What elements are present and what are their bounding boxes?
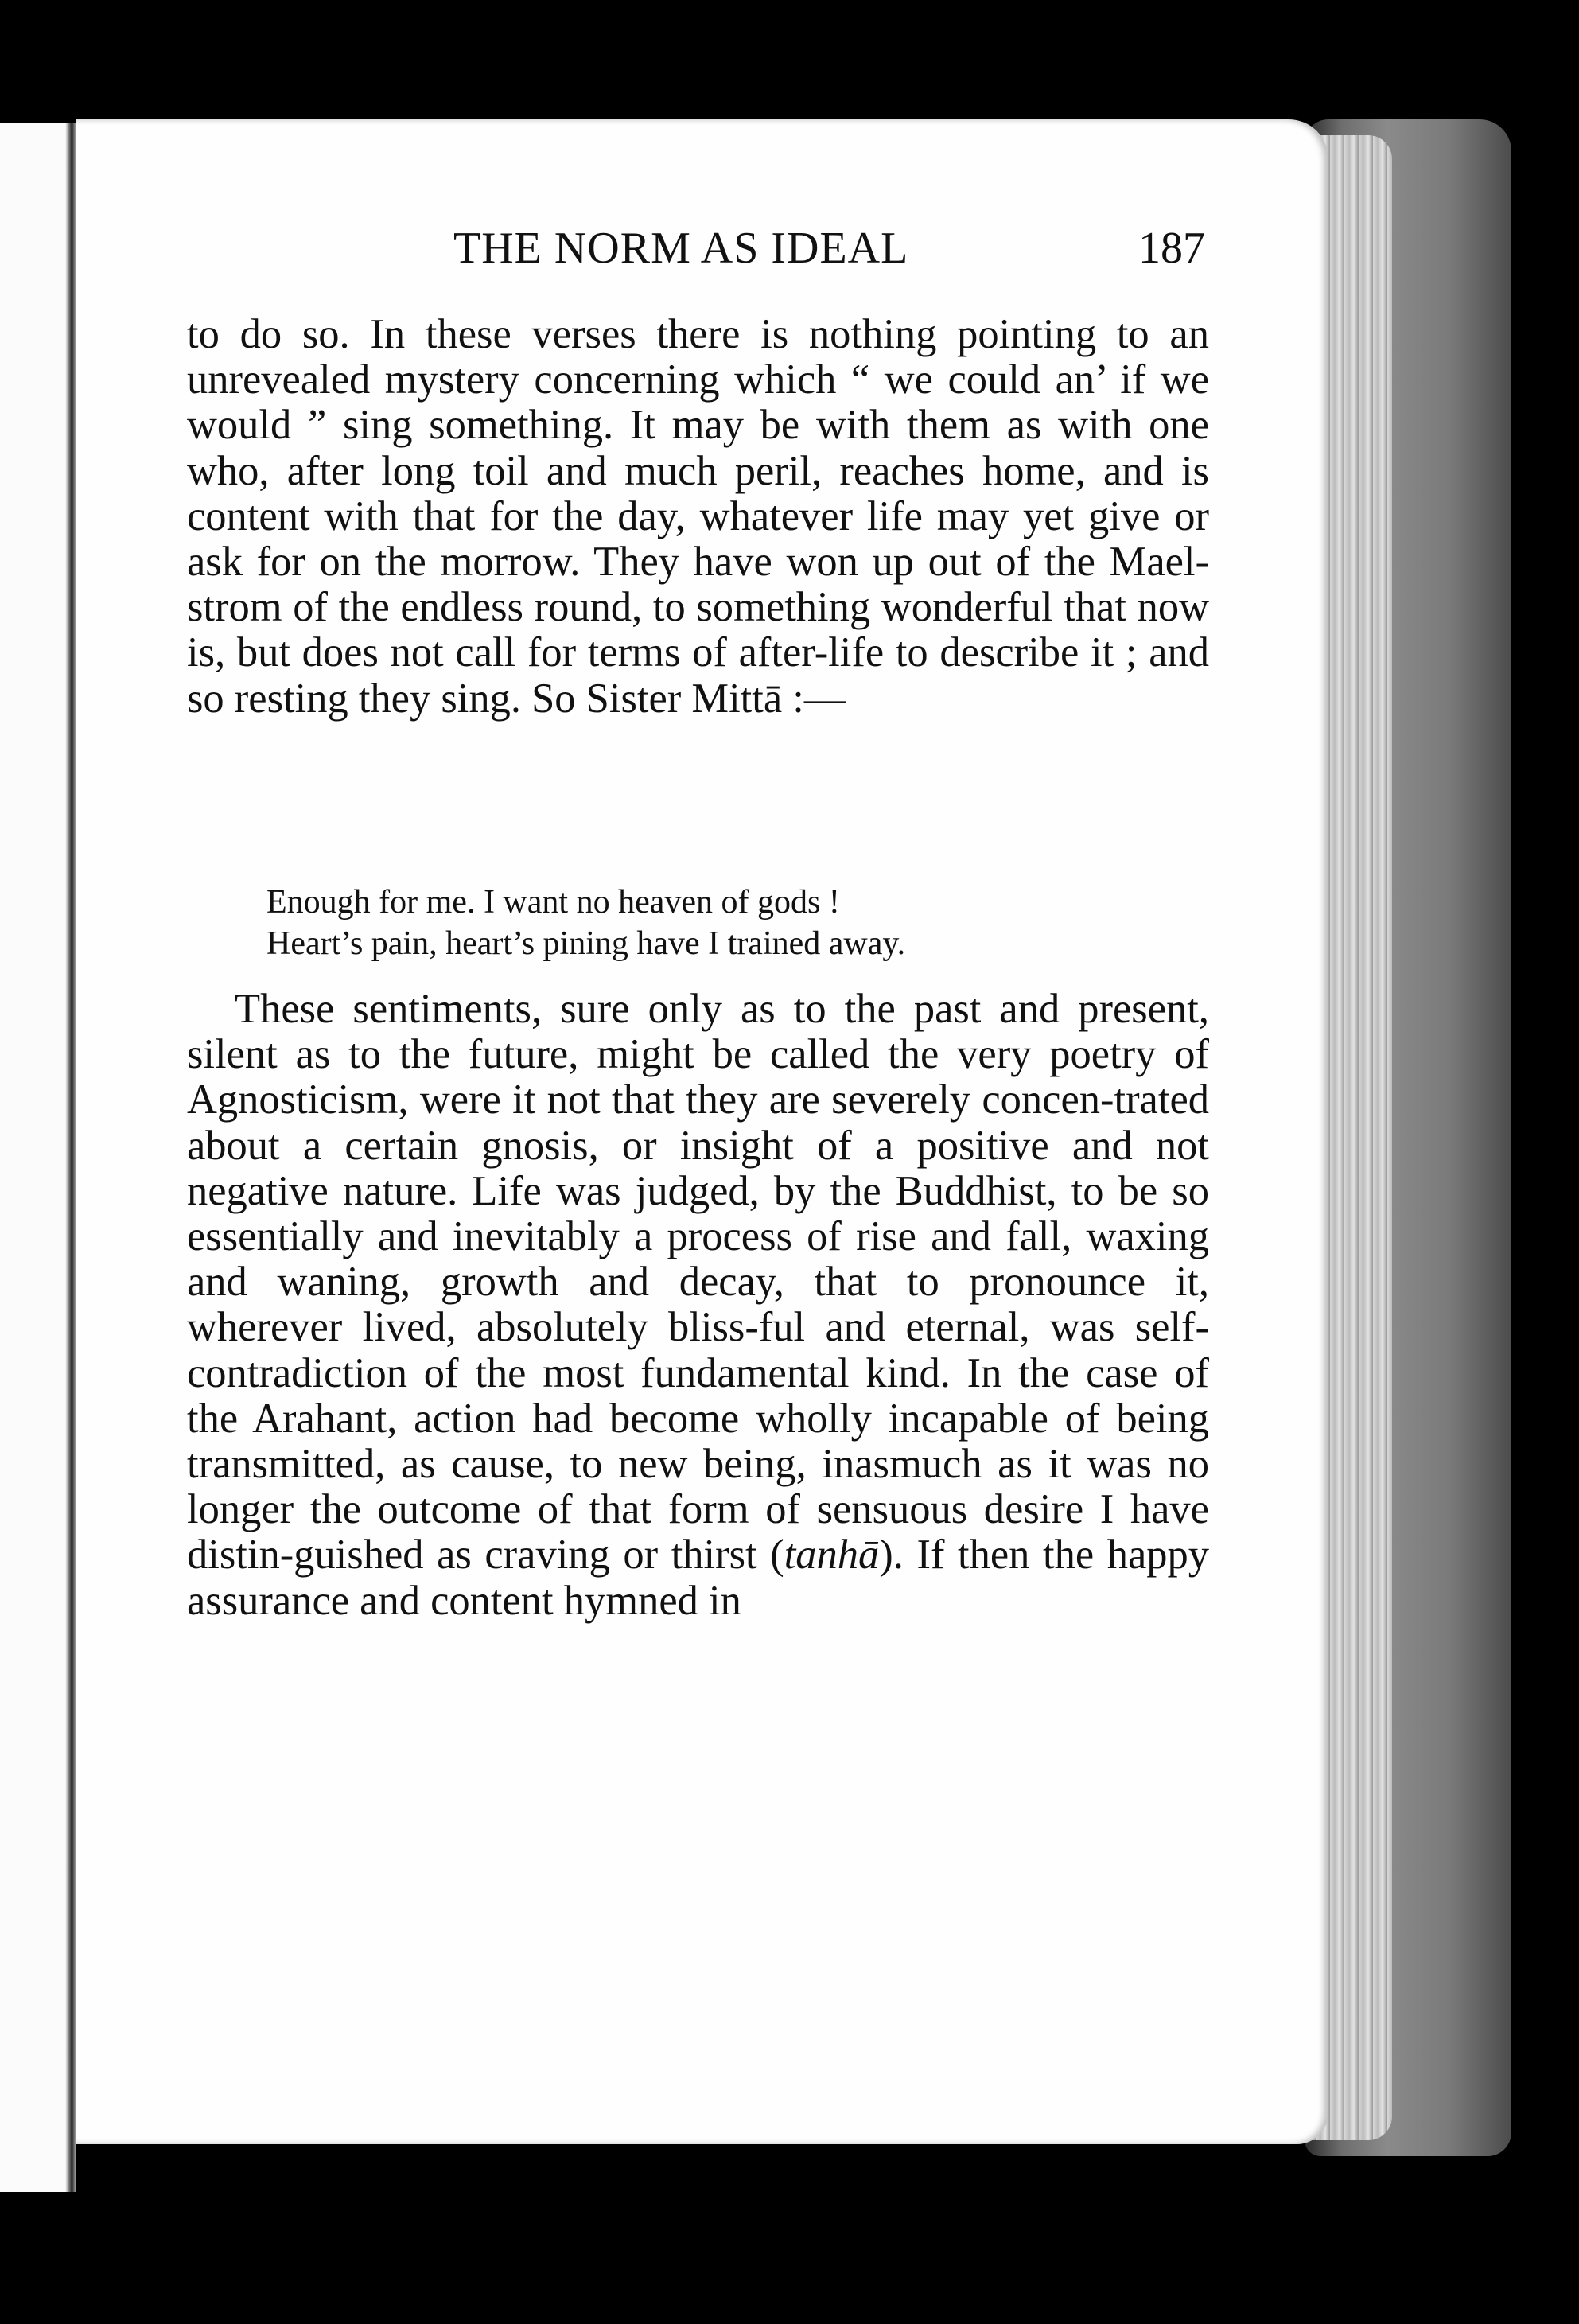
verse-line-2: Heart’s pain, heart’s pining have I trained away. (266, 925, 906, 962)
facing-page (0, 123, 76, 2192)
book-page (76, 119, 1328, 2144)
paragraph-2-tail: ). If then the happy assurance and content hymned in (187, 1532, 1209, 1624)
page-header (187, 223, 1205, 286)
running-head: THE NORM AS IDEAL (453, 224, 909, 273)
verse-quote (266, 882, 1181, 964)
italic-term: tanhā (784, 1532, 880, 1579)
verse-line-1: Enough for me. I want no heaven of gods ! (266, 884, 840, 921)
paragraph-1: to do so. In these verses there is nothing pointing to an unrevealed mystery concerning which “ we could an’ if we would ” sing something. It may be with them as with one who, after long toil and much peril, reaches home, and is content with that for the day, whatever life may yet give or ask for on the morrow. They have won up out of the Mael-strom of the endless round, to something wonderful that now is, but does not call for terms of after-life to describe it ; and so resting they sing. So Sister Mittā :— (187, 311, 1209, 722)
page-number: 187 (1138, 224, 1205, 273)
paragraph-2 (187, 987, 1209, 1624)
paragraph-2-text: These sentiments, sure only as to the past and present, silent as to the future, might be called the very poetry of Agnosticism, were it not that they are severely concen-trated about a certain gnosis, or insight of a positive and not negative nature. Life was judged, by the Buddhist, to be so essentially and inevitably a process of rise and fall, waxing and waning, growth and decay, that to pronounce it, wherever lived, absolutely bliss-ful and eternal, was self-contradiction of the most fundamental kind. In the case of the Arahant, action had become wholly incapable of being transmitted, as cause, to new being, inasmuch as it was no longer the outcome of that form of sensuous desire I have distin-guished as craving or thirst ( (187, 986, 1209, 1579)
book-gutter (65, 123, 76, 2192)
